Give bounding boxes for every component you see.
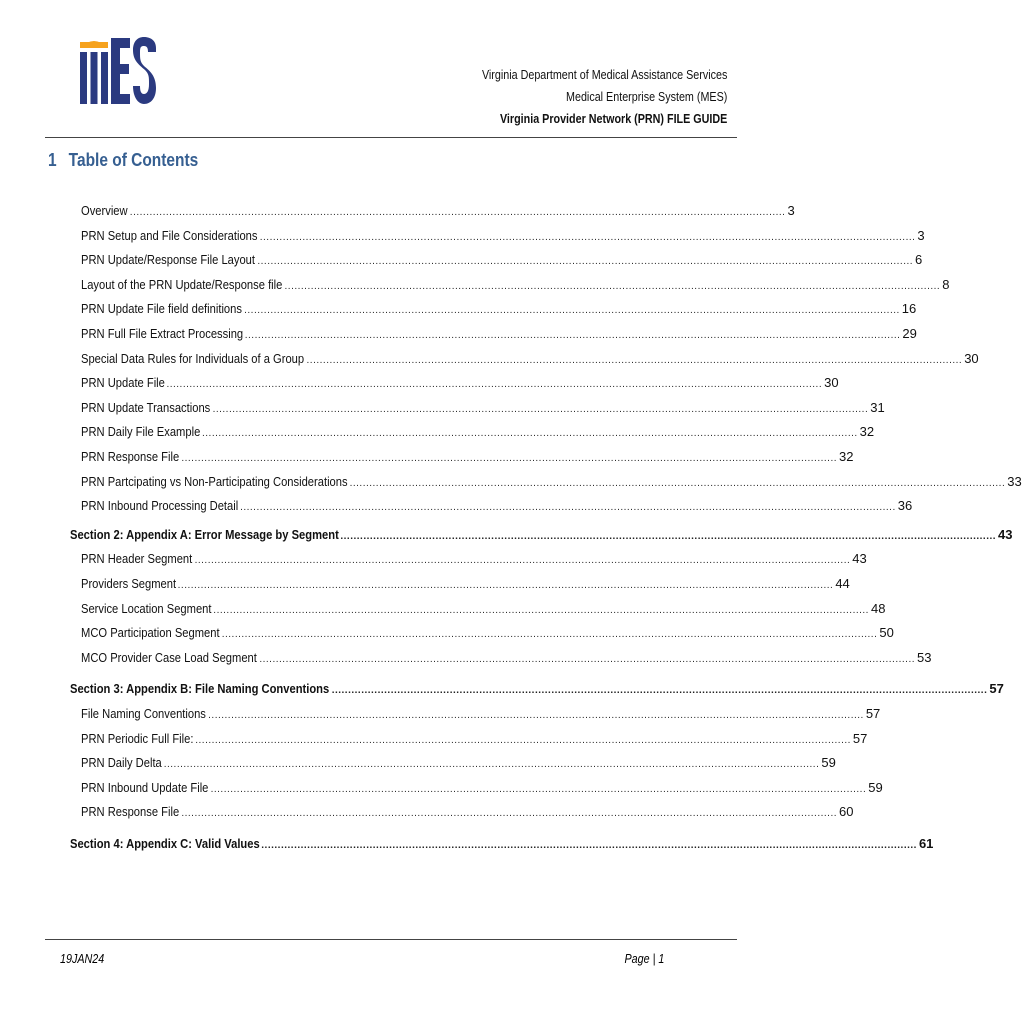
toc-heading xyxy=(48,150,198,171)
toc-leader-dots: ........................................................................................................................................................................................................ xyxy=(210,783,867,795)
toc-leader-dots: ........................................................................................................................................................................................................ xyxy=(306,354,963,366)
footer-page-number: Page | 1 xyxy=(624,952,664,966)
toc-entry[interactable] xyxy=(81,779,883,800)
toc-leader-dots: ........................................................................................................................................................................................................ xyxy=(202,428,858,440)
toc-entry-page: 59 xyxy=(821,755,836,771)
toc-entry[interactable] xyxy=(81,449,854,469)
toc-entry-label: Providers Segment xyxy=(81,576,177,591)
toc-entry-page: 32 xyxy=(859,424,875,440)
toc-leader-dots: ........................................................................................................................................................................................................ xyxy=(177,580,834,591)
toc-entry-label: MCO Provider Case Load Segment xyxy=(81,649,257,665)
toc-leader-dots: ........................................................................................................................................................................................................ xyxy=(213,604,869,616)
mes-logo xyxy=(78,34,158,106)
toc-leader-dots: ........................................................................................................................................................................................................ xyxy=(259,231,916,243)
toc-entry-label: Section 4: Appendix C: Valid Values xyxy=(70,836,260,851)
toc-entry-label: PRN Header Segment xyxy=(81,551,193,567)
toc-entry[interactable] xyxy=(81,252,923,272)
toc-leader-dots: ........................................................................................................................................................................................................ xyxy=(284,280,941,292)
toc-entry-page: 59 xyxy=(868,779,883,795)
toc-entry-page: 50 xyxy=(879,625,894,641)
toc-entry[interactable] xyxy=(81,424,875,444)
toc-entry-page: 60 xyxy=(839,804,854,820)
toc-entry-page: 43 xyxy=(852,551,867,567)
toc-leader-dots: ........................................................................................................................................................................................................ xyxy=(340,530,997,542)
toc-heading-number: 1 xyxy=(48,150,57,170)
toc-entry[interactable] xyxy=(81,804,854,824)
header-divider xyxy=(45,137,737,138)
toc-leader-dots: ........................................................................................................................................................................................................ xyxy=(244,305,900,317)
footer-divider xyxy=(45,939,737,940)
toc-entry-page: 3 xyxy=(787,203,795,218)
toc-entry-label: PRN Update/Response File Layout xyxy=(81,252,256,268)
toc-entry[interactable] xyxy=(81,326,917,346)
toc-entry[interactable] xyxy=(81,276,950,297)
footer-date: 19JAN24 xyxy=(60,952,105,966)
toc-entry-label: PRN Update Transactions xyxy=(81,399,211,415)
toc-entry-label: PRN Update File field definitions xyxy=(81,301,242,317)
toc-entry-label: File Naming Conventions xyxy=(81,706,206,721)
toc-heading-title: Table of Contents xyxy=(68,150,199,170)
toc-entry[interactable] xyxy=(81,399,885,420)
toc-entry-label: MCO Participation Segment xyxy=(81,625,220,641)
toc-entry[interactable] xyxy=(81,227,925,248)
toc-entry[interactable] xyxy=(81,706,881,726)
toc-entry-label: PRN Response File xyxy=(81,804,180,820)
toc-entry-label: PRN Full File Extract Processing xyxy=(81,326,244,341)
toc-entry-label: PRN Partcipating vs Non-Participating Considerations xyxy=(81,473,348,489)
toc-entry-label: PRN Response File xyxy=(81,449,180,464)
toc-section-entry[interactable] xyxy=(70,681,1004,701)
toc-entry[interactable] xyxy=(81,576,850,596)
toc-entry[interactable] xyxy=(81,350,979,371)
toc-leader-dots: ........................................................................................................................................................................................................ xyxy=(261,840,917,851)
document-title: Virginia Provider Network (PRN) FILE GUIDE xyxy=(499,112,727,126)
toc-entry-page: 32 xyxy=(839,449,854,464)
document-header xyxy=(482,64,727,130)
toc-leader-dots: ........................................................................................................................................................................................................ xyxy=(208,710,864,721)
toc-leader-dots: ........................................................................................................................................................................................................ xyxy=(349,477,1006,489)
toc-entry-page: 8 xyxy=(942,276,950,292)
toc-leader-dots: ........................................................................................................................................................................................................ xyxy=(257,256,914,268)
toc-leader-dots: ........................................................................................................................................................................................................ xyxy=(221,629,878,641)
toc-entry[interactable] xyxy=(81,301,917,321)
toc-entry-page: 57 xyxy=(852,730,868,746)
toc-leader-dots: ........................................................................................................................................................................................................ xyxy=(163,759,820,771)
toc-leader-dots: ........................................................................................................................................................................................................ xyxy=(212,403,869,415)
toc-leader-dots: ........................................................................................................................................................................................................ xyxy=(244,330,901,341)
toc-leader-dots: ........................................................................................................................................................................................................ xyxy=(240,502,896,514)
toc-entry[interactable] xyxy=(81,600,886,621)
toc-entry-page: 3 xyxy=(917,227,925,243)
toc-entry-label: PRN Setup and File Considerations xyxy=(81,227,258,243)
toc-entry-page: 43 xyxy=(998,526,1013,542)
toc-entry-page: 57 xyxy=(989,681,1004,697)
toc-entry-label: PRN Inbound Update File xyxy=(81,779,209,795)
toc-entry-page: 16 xyxy=(901,301,917,317)
toc-leader-dots: ........................................................................................................................................................................................................ xyxy=(181,808,838,820)
toc-leader-dots: ........................................................................................................................................................................................................ xyxy=(194,555,851,567)
toc-entry-label: PRN Daily File Example xyxy=(81,424,201,440)
toc-section-entry[interactable] xyxy=(70,526,1013,547)
toc-entry-label: PRN Daily Delta xyxy=(81,755,162,771)
toc-entry-page: 57 xyxy=(865,706,881,721)
toc-leader-dots: ........................................................................................................................................................................................................ xyxy=(195,734,851,746)
toc-entry-label: Special Data Rules for Individuals of a Group xyxy=(81,350,305,366)
toc-entry-page: 29 xyxy=(902,326,917,341)
toc-entry-label: PRN Periodic Full File: xyxy=(81,730,194,746)
toc-entry-page: 48 xyxy=(870,600,886,616)
toc-entry-label: PRN Inbound Processing Detail xyxy=(81,498,239,514)
toc-entry-page: 53 xyxy=(917,649,932,665)
toc-entry-label: Service Location Segment xyxy=(81,600,212,616)
toc-leader-dots: ........................................................................................................................................................................................................ xyxy=(129,207,786,218)
toc-entry[interactable] xyxy=(81,625,894,645)
toc-leader-dots: ........................................................................................................................................................................................................ xyxy=(181,453,838,464)
toc-entry[interactable] xyxy=(81,755,836,775)
toc-entry-page: 33 xyxy=(1007,473,1022,489)
toc-entry[interactable] xyxy=(81,551,867,571)
toc-entry-page: 36 xyxy=(897,498,913,514)
toc-entry[interactable] xyxy=(81,375,839,395)
toc-leader-dots: ........................................................................................................................................................................................................ xyxy=(331,685,988,697)
toc-section-entry[interactable] xyxy=(70,836,934,856)
toc-entry-label: PRN Update File xyxy=(81,375,165,391)
toc-entry-page: 30 xyxy=(964,350,979,366)
toc-leader-dots: ........................................................................................................................................................................................................ xyxy=(166,379,823,391)
toc-entry-page: 6 xyxy=(915,252,923,268)
toc-entry-page: 44 xyxy=(835,576,850,591)
toc-entry-label: Section 3: Appendix B: File Naming Conventions xyxy=(70,681,330,697)
toc-entry-page: 30 xyxy=(824,375,839,391)
toc-leader-dots: ........................................................................................................................................................................................................ xyxy=(259,653,916,665)
toc-entry[interactable] xyxy=(81,473,1022,494)
toc-entry-label: Overview xyxy=(81,203,128,218)
toc-entry-page: 61 xyxy=(918,836,934,851)
system-name: Medical Enterprise System (MES) xyxy=(565,90,727,104)
toc-entry-label: Section 2: Appendix A: Error Message by Segment xyxy=(70,526,339,542)
toc-entry[interactable] xyxy=(81,730,868,751)
toc-entry-page: 31 xyxy=(870,399,885,415)
toc-entry[interactable] xyxy=(81,649,932,670)
toc-entry[interactable] xyxy=(81,203,795,223)
organization-name: Virginia Department of Medical Assistance Services xyxy=(481,68,727,82)
toc-entry-label: Layout of the PRN Update/Response file xyxy=(81,276,283,292)
toc-entry[interactable] xyxy=(81,498,913,518)
